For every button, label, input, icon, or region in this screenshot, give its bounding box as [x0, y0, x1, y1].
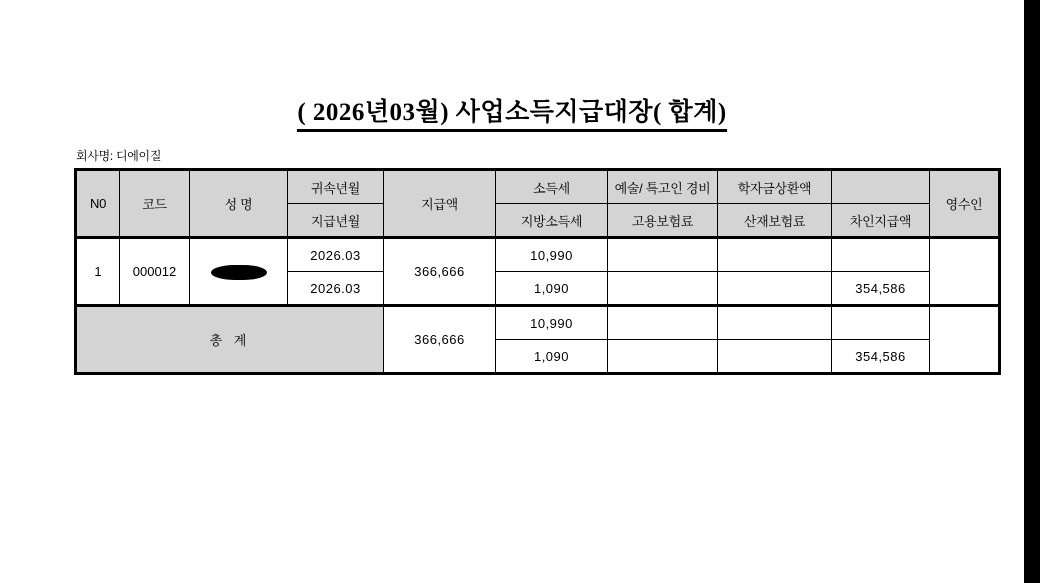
header-receiver: 영수인 [930, 170, 1000, 238]
total-label: 총 계 [76, 306, 384, 374]
cell-net-payment: 354,586 [832, 272, 930, 306]
header-industrial-insurance: 산재보험료 [718, 204, 832, 238]
cell-no: 1 [76, 238, 120, 306]
header-code: 코드 [120, 170, 190, 238]
total-net-payment: 354,586 [832, 340, 930, 374]
header-no: N0 [76, 170, 120, 238]
cell-code: 000012 [120, 238, 190, 306]
payment-ledger-table [74, 168, 1001, 375]
total-employment-insurance [608, 340, 718, 374]
cell-local-tax: 1,090 [496, 272, 608, 306]
total-payment: 366,666 [384, 306, 496, 374]
total-local-tax: 1,090 [496, 340, 608, 374]
table-row [76, 238, 1000, 272]
cell-name-redacted [190, 238, 288, 306]
cell-period-top: 2026.03 [288, 238, 384, 272]
cell-income-tax: 10,990 [496, 238, 608, 272]
header-name: 성 명 [190, 170, 288, 238]
redaction-mark [211, 265, 267, 280]
cell-payment: 366,666 [384, 238, 496, 306]
header-local-tax: 지방소득세 [496, 204, 608, 238]
company-name-label: 회사명: 디에이질 [76, 149, 162, 163]
cell-art-expense [608, 238, 718, 272]
header-period-bottom: 지급년월 [288, 204, 384, 238]
table-header-row-top [76, 170, 1000, 204]
total-industrial-insurance [718, 340, 832, 374]
total-income-tax: 10,990 [496, 306, 608, 340]
total-row [76, 306, 1000, 340]
page-right-margin [1024, 0, 1040, 583]
total-art-expense [608, 306, 718, 340]
header-payment: 지급액 [384, 170, 496, 238]
total-receiver [930, 306, 1000, 374]
total-blank-net-top [832, 306, 930, 340]
cell-employment-insurance [608, 272, 718, 306]
header-blank-top [832, 170, 930, 204]
page-title-text: ( 2026년03월) 사업소득지급대장( 합계) [297, 99, 726, 132]
cell-blank-net-top [832, 238, 930, 272]
cell-receiver [930, 238, 1000, 306]
cell-industrial-insurance [718, 272, 832, 306]
cell-student-loan [718, 238, 832, 272]
page-title [0, 92, 1024, 128]
cell-period-bottom: 2026.03 [288, 272, 384, 306]
header-income-tax: 소득세 [496, 170, 608, 204]
header-period-top: 귀속년월 [288, 170, 384, 204]
header-employment-insurance: 고용보험료 [608, 204, 718, 238]
header-art-expense: 예술/ 특고인 경비 [608, 170, 718, 204]
header-student-loan: 학자금상환액 [718, 170, 832, 204]
total-student-loan [718, 306, 832, 340]
header-net-payment: 차인지급액 [832, 204, 930, 238]
